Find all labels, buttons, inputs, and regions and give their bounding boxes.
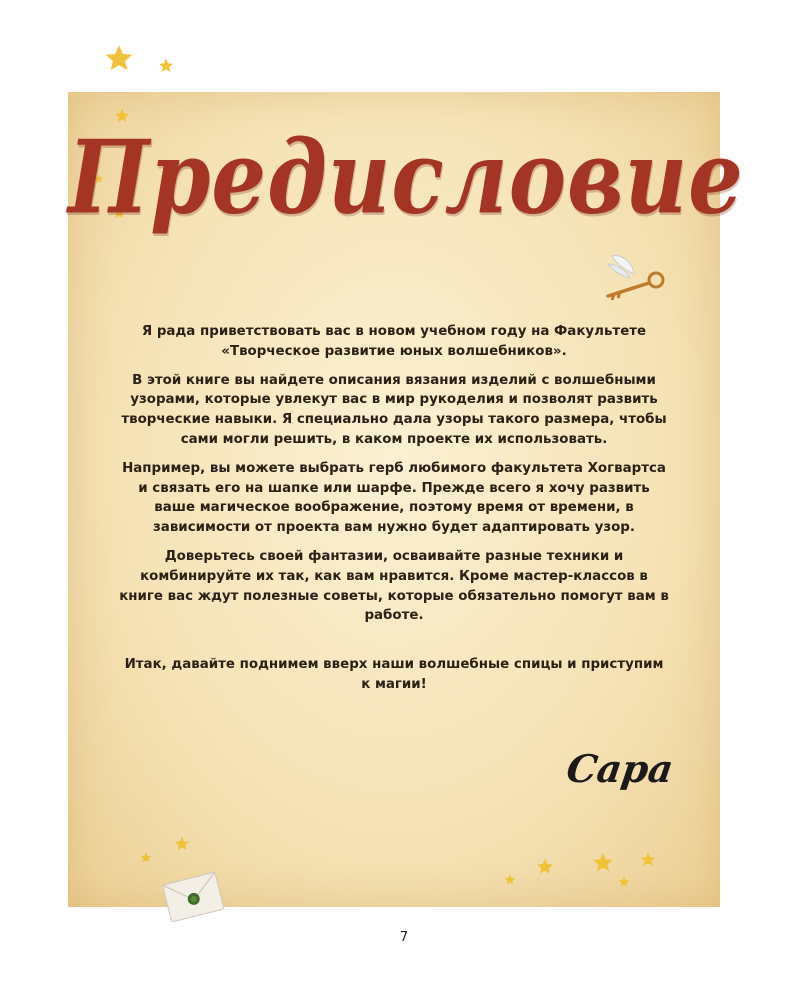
star-icon xyxy=(640,852,656,868)
page-title: Предисловие xyxy=(68,118,744,238)
star-icon xyxy=(618,876,630,888)
sealed-envelope-icon xyxy=(160,866,226,926)
winged-key-icon xyxy=(598,252,668,302)
star-icon xyxy=(174,836,190,852)
page-number: 7 xyxy=(399,930,409,945)
star-icon xyxy=(104,44,134,74)
star-icon xyxy=(504,874,516,886)
paragraph-3: Например, вы можете выбрать герб любимого факультета Хогвартса и связать его на шапке или шарфе. Прежде всего я хочу развить ваше магическое воображение, поэтому время от времени, в зависимости от проекта вам нужно будет адаптировать узор. xyxy=(122,460,666,536)
star-icon xyxy=(158,58,174,74)
preface-body xyxy=(118,322,670,704)
star-icon xyxy=(592,852,614,874)
paragraph-2: В этой книге вы найдете описания вязания изделий с волшебными узорами, которые увлекут вас в мир рукоделия и позволят развить творческие навыки. Я специально дала узоры такого размера, чтобы сами могли решить, в каком проекте их использовать. xyxy=(121,372,667,447)
author-signature: Сара xyxy=(563,746,677,791)
paragraph-1: Я рада приветствовать вас в новом учебном году на Факультете «Творческое развитие юных волшебников». xyxy=(141,324,647,359)
closing-paragraph: Итак, давайте поднимем вверх наши волшебные спицы и приступим к магии! xyxy=(124,657,664,692)
star-icon xyxy=(536,858,554,876)
star-icon xyxy=(140,852,152,864)
paragraph-4: Доверьтесь своей фантазии, осваивайте разные техники и комбинируйте их так, как вам нравится. Кроме мастер-классов в книге вас ждут полезные советы, которые обязательно помогут вам в работе. xyxy=(119,548,669,624)
